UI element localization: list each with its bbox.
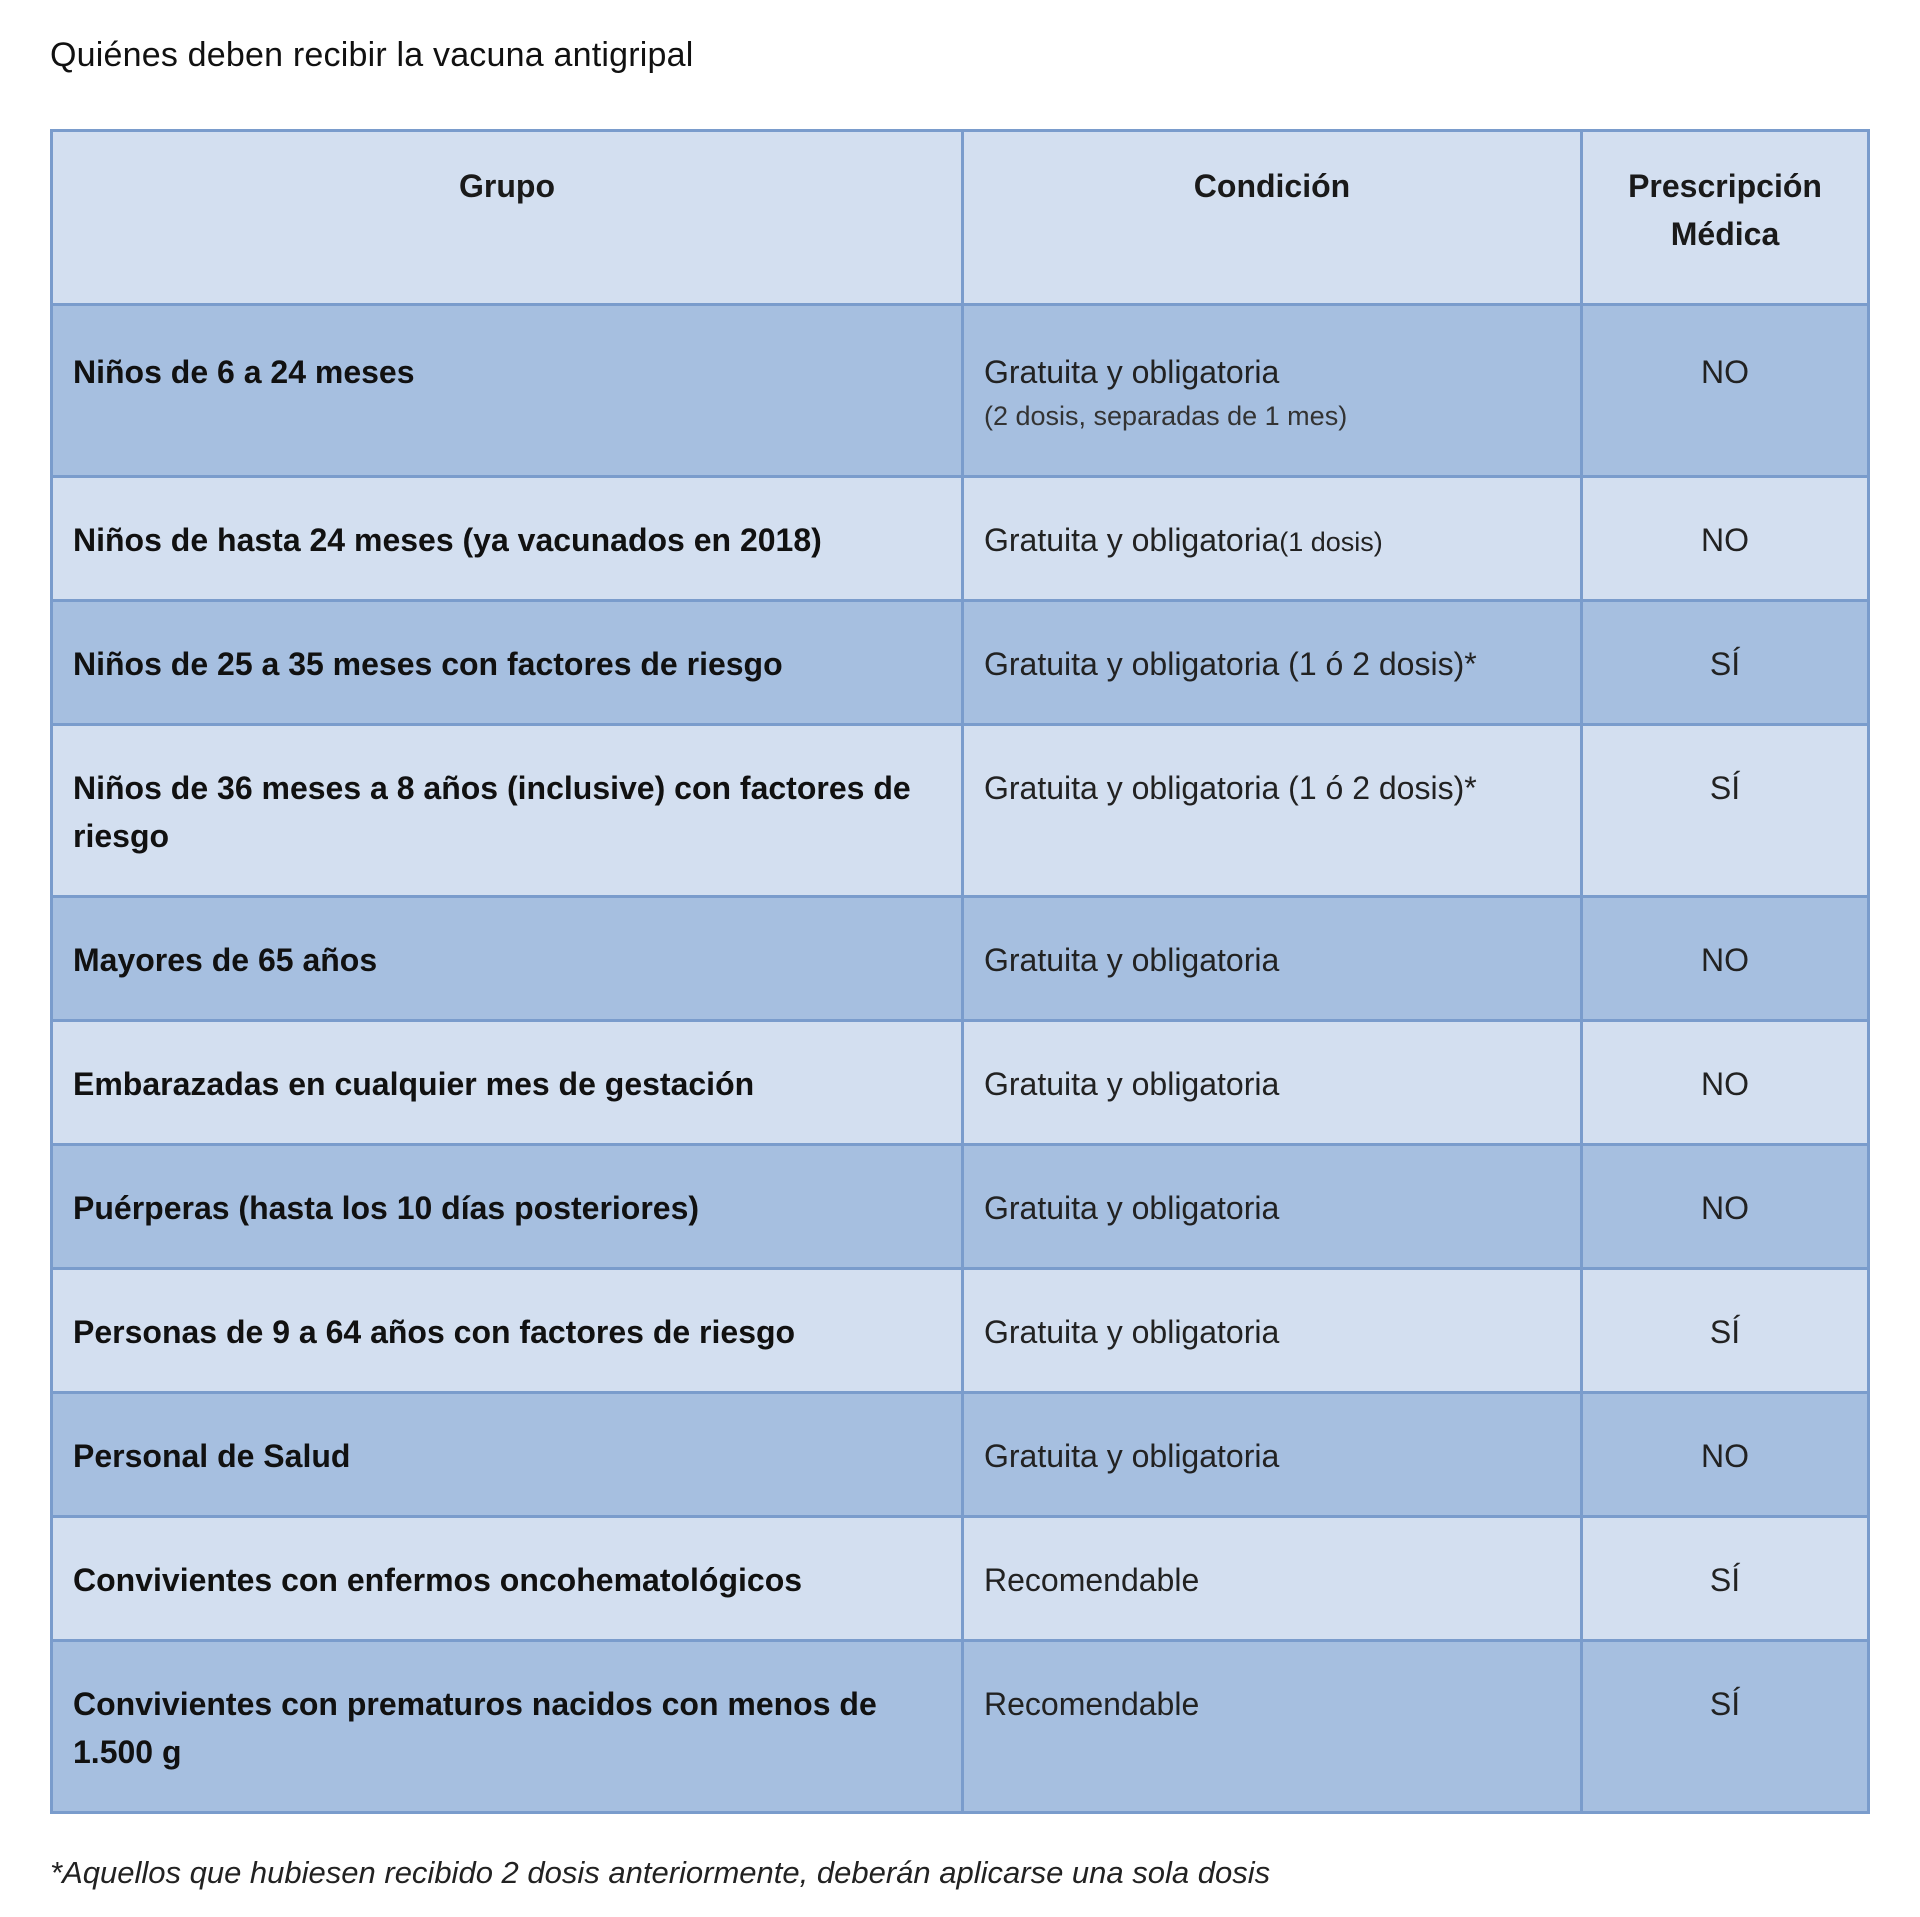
cell-group: Convivientes con enfermos oncohematológicos: [52, 1517, 963, 1641]
cell-group: Niños de 25 a 35 meses con factores de riesgo: [52, 601, 963, 725]
cell-group: Personas de 9 a 64 años con factores de riesgo: [52, 1269, 963, 1393]
table-row: [52, 897, 1869, 1021]
cell-prescription: SÍ: [1582, 1269, 1869, 1393]
cell-condition: [963, 305, 1582, 477]
cell-group: Convivientes con prematuros nacidos con menos de 1.500 g: [52, 1641, 963, 1813]
table-row: [52, 305, 1869, 477]
cell-prescription: NO: [1582, 1393, 1869, 1517]
table-row: [52, 1021, 1869, 1145]
cell-group: Puérperas (hasta los 10 días posteriores): [52, 1145, 963, 1269]
header-prescription: [1582, 131, 1869, 305]
table-row: [52, 1145, 1869, 1269]
cell-prescription: NO: [1582, 305, 1869, 477]
table-header-row: [52, 131, 1869, 305]
cell-prescription: SÍ: [1582, 725, 1869, 897]
cell-prescription: NO: [1582, 1021, 1869, 1145]
page-title: Quiénes deben recibir la vacuna antigripal: [50, 36, 694, 74]
table-row: [52, 1517, 1869, 1641]
cell-group: Embarazadas en cualquier mes de gestación: [52, 1021, 963, 1145]
table-row: [52, 601, 1869, 725]
cell-prescription: NO: [1582, 897, 1869, 1021]
table-row: [52, 477, 1869, 601]
header-group: Grupo: [52, 131, 963, 305]
cell-condition: Gratuita y obligatoria: [963, 1393, 1582, 1517]
cell-group: Mayores de 65 años: [52, 897, 963, 1021]
cell-group: Personal de Salud: [52, 1393, 963, 1517]
condition-text: Gratuita y obligatoria: [984, 522, 1280, 558]
cell-condition: Recomendable: [963, 1641, 1582, 1813]
cell-condition: Gratuita y obligatoria (1 ó 2 dosis)*: [963, 725, 1582, 897]
condition-text: Gratuita y obligatoria: [984, 354, 1280, 390]
header-condition: Condición: [963, 131, 1582, 305]
footnote: *Aquellos que hubiesen recibido 2 dosis anteriormente, deberán aplicarse una sola dosis: [50, 1855, 1271, 1890]
cell-condition: Gratuita y obligatoria: [963, 1269, 1582, 1393]
header-prescription-line2: Médica: [1670, 216, 1780, 252]
cell-condition: [963, 477, 1582, 601]
table-row: [52, 725, 1869, 897]
cell-prescription: NO: [1582, 1145, 1869, 1269]
cell-condition: Gratuita y obligatoria: [963, 1021, 1582, 1145]
cell-prescription: SÍ: [1582, 1517, 1869, 1641]
condition-note: (1 dosis): [1279, 527, 1383, 557]
vaccine-table: [50, 129, 1870, 1814]
cell-group: Niños de 36 meses a 8 años (inclusive) con factores de riesgo: [52, 725, 963, 897]
cell-prescription: SÍ: [1582, 601, 1869, 725]
cell-group: Niños de hasta 24 meses (ya vacunados en 2018): [52, 477, 963, 601]
cell-prescription: NO: [1582, 477, 1869, 601]
cell-condition: Gratuita y obligatoria: [963, 1145, 1582, 1269]
table-row: [52, 1393, 1869, 1517]
cell-condition: Gratuita y obligatoria (1 ó 2 dosis)*: [963, 601, 1582, 725]
cell-condition: Gratuita y obligatoria: [963, 897, 1582, 1021]
table-row: [52, 1269, 1869, 1393]
cell-prescription: SÍ: [1582, 1641, 1869, 1813]
cell-condition: Recomendable: [963, 1517, 1582, 1641]
condition-note: (2 dosis, separadas de 1 mes): [984, 401, 1348, 431]
table-row: [52, 1641, 1869, 1813]
header-prescription-line1: Prescripción: [1628, 168, 1822, 204]
cell-group: Niños de 6 a 24 meses: [52, 305, 963, 477]
